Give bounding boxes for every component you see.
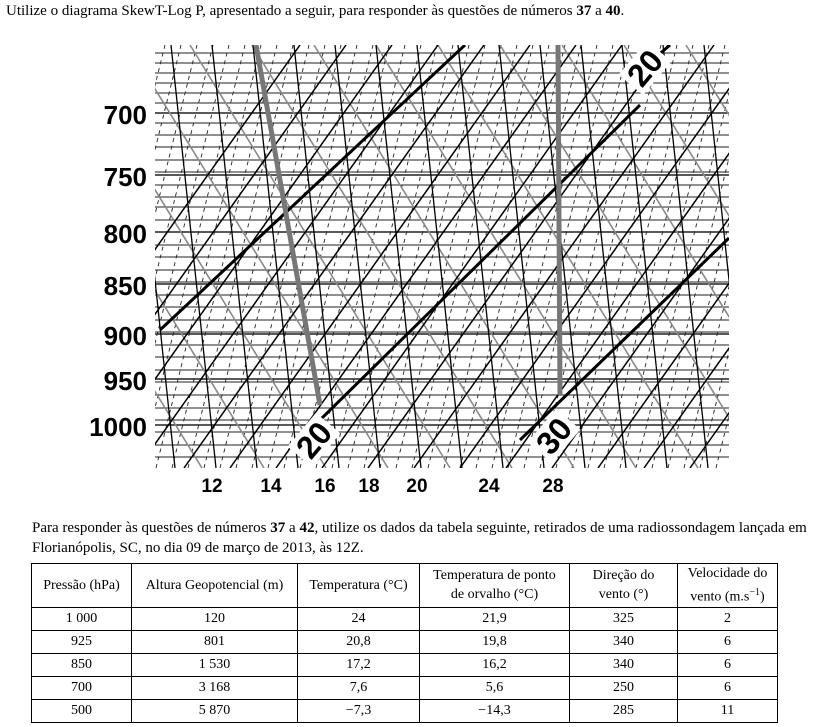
isotherm-value-label: 20 (288, 414, 340, 466)
pressure-label: 700 (103, 100, 147, 130)
isotherm-line (736, 45, 820, 468)
table-row (32, 653, 778, 676)
cell-wind-speed: 11 (678, 699, 778, 722)
table-row (32, 607, 778, 630)
isotherm-line (782, 45, 820, 468)
cell-dewpoint: −14,3 (420, 699, 570, 722)
table-row (32, 676, 778, 699)
cell-pressure: 500 (32, 699, 132, 722)
temperature-label: 16 (314, 476, 336, 497)
cell-dewpoint: 16,2 (420, 653, 570, 676)
cell-dewpoint: 19,8 (420, 630, 570, 653)
intro-text: Utilize o diagrama SkewT-Log P, apresentado a seguir, para responder às questões de números 37 a 40. (6, 3, 625, 19)
temperature-label: 12 (201, 476, 223, 497)
mixing-ratio-line (764, 45, 820, 468)
pressure-label: 1000 (89, 412, 147, 442)
cell-dewpoint: 5,6 (420, 676, 570, 699)
cell-wind-direction: 285 (570, 699, 678, 722)
cell-wind-direction: 340 (570, 630, 678, 653)
cell-height: 120 (132, 607, 298, 630)
temperature-label: 20 (406, 476, 428, 497)
mixing-ratio-line (732, 45, 820, 468)
isotherm-value-label: 30 (528, 410, 580, 462)
cell-temperature: 20,8 (298, 630, 420, 653)
cell-height: 801 (132, 630, 298, 653)
cell-temperature: 7,6 (298, 676, 420, 699)
pressure-label: 900 (103, 321, 147, 351)
cell-pressure: 925 (32, 630, 132, 653)
cell-wind-direction: 250 (570, 676, 678, 699)
table-header-row (32, 564, 778, 608)
header-wind-speed: Velocidade do vento $(m.s^{-1})$ (678, 564, 778, 608)
cell-height: 5 870 (132, 699, 298, 722)
mixing-ratio-line (796, 45, 820, 468)
cell-pressure: 850 (32, 653, 132, 676)
instruction-paragraph: Para responder às questões de números 37 a 42, utilize os dados da tabela seguinte, retirados de uma radiossondagem lançada em Florianópolis, SC, no dia 09 de março de 2013, às 12Z. (32, 520, 807, 556)
radiosonde-table (31, 563, 778, 723)
cell-wind-speed: 2 (678, 607, 778, 630)
moist-adiabat-line (748, 45, 820, 468)
mixing-ratio-line (812, 45, 820, 468)
cell-pressure: 700 (32, 676, 132, 699)
temperature-label: 28 (542, 476, 564, 497)
mixing-ratio-line (748, 45, 820, 468)
header-temperature: Temperatura (°C) (298, 564, 420, 608)
temperature-label: 24 (478, 476, 500, 497)
cell-pressure: 1 000 (32, 607, 132, 630)
isotherm-value-label: 20 (619, 42, 671, 94)
para2-q-from: 37 (270, 520, 286, 536)
cell-wind-direction: 325 (570, 607, 678, 630)
temperature-label: 14 (260, 476, 282, 497)
intro-q-to: 40 (605, 3, 621, 19)
cell-height: 1 530 (132, 653, 298, 676)
cell-temperature: −7,3 (298, 699, 420, 722)
table-row (32, 630, 778, 653)
mixing-ratio-line (780, 45, 820, 468)
header-dewpoint: Temperatura de ponto de orvalho (°C) (420, 564, 570, 608)
pressure-label: 750 (103, 162, 147, 192)
cell-temperature: 17,2 (298, 653, 420, 676)
cell-wind-direction: 340 (570, 653, 678, 676)
table-row (32, 699, 778, 722)
header-wind-direction: Direção do vento (°) (570, 564, 678, 608)
intro-q-from: 37 (576, 3, 592, 19)
mixing-ratio-line (716, 45, 820, 468)
cell-wind-speed: 6 (678, 630, 778, 653)
cell-temperature: 24 (298, 607, 420, 630)
pressure-label: 950 (103, 366, 147, 396)
header-pressure: Pressão (hPa) (32, 564, 132, 608)
cell-dewpoint: 21,9 (420, 607, 570, 630)
pressure-label: 850 (103, 271, 147, 301)
cell-wind-speed: 6 (678, 653, 778, 676)
cell-wind-speed: 6 (678, 676, 778, 699)
pressure-label: 800 (103, 219, 147, 249)
cell-height: 3 168 (132, 676, 298, 699)
temperature-label: 18 (358, 476, 380, 497)
para2-q-to: 42 (299, 520, 315, 536)
header-height: Altura Geopotencial (m) (132, 564, 298, 608)
reference-line (558, 45, 560, 395)
